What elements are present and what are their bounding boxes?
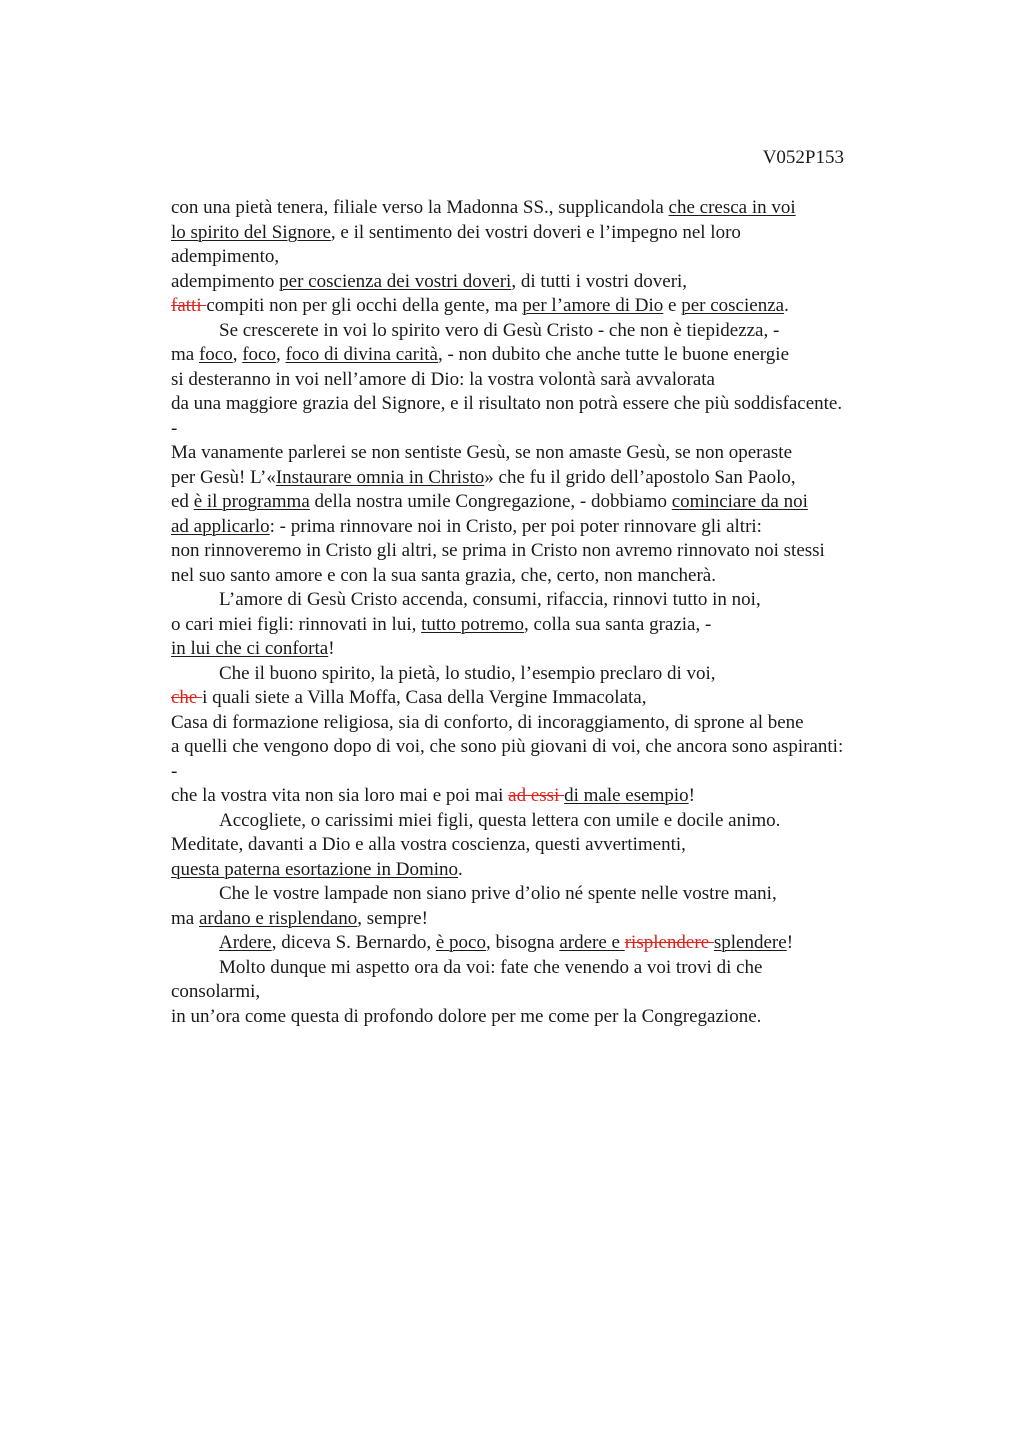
underlined-text: questa paterna esortazione in Domino xyxy=(171,858,459,880)
deleted-text: fatti xyxy=(171,295,207,316)
underlined-text: ad applicarlo xyxy=(171,515,270,537)
text-segment: adempimento xyxy=(171,270,280,292)
underlined-text: tutto potremo xyxy=(421,613,525,635)
text-line xyxy=(171,980,911,1005)
underlined-text: di male esempio xyxy=(564,785,689,806)
text-line xyxy=(171,662,911,687)
text-line xyxy=(171,711,911,736)
text-segment: per Gesù! L’« xyxy=(171,466,276,488)
text-segment: , colla sua santa grazia, - xyxy=(524,613,712,635)
text-segment: consolarmi, xyxy=(171,981,261,1002)
text-segment: adempimento, xyxy=(171,246,280,267)
text-segment: ma xyxy=(171,907,199,929)
text-line xyxy=(171,515,911,540)
underlined-text: foco xyxy=(242,344,276,365)
text-line xyxy=(171,441,911,466)
text-segment: a quelli che vengono dopo di voi, che sono più giovani di voi, che ancora sono aspiranti: xyxy=(171,736,844,757)
text-segment: con una pietà tenera, filiale verso la Madonna SS., supplicandola xyxy=(171,197,669,218)
text-segment: o cari miei figli: rinnovati in lui, xyxy=(171,613,422,635)
deleted-text: risplendere xyxy=(624,932,714,953)
text-segment: - xyxy=(171,417,178,439)
text-line xyxy=(171,1005,911,1030)
text-line xyxy=(171,809,911,834)
deleted-text: che xyxy=(171,687,203,708)
text-segment: - xyxy=(171,760,178,782)
text-segment: non rinnoveremo in Cristo gli altri, se prima in Cristo non avremo rinnovato noi stessi xyxy=(171,540,825,561)
text-line xyxy=(171,956,911,981)
text-line xyxy=(171,221,911,246)
text-segment: da una maggiore grazia del Signore, e il risultato non potrà essere che più soddisfacente. xyxy=(171,393,843,414)
text-line xyxy=(171,368,911,393)
underlined-text: in lui che ci conforta xyxy=(171,638,329,659)
text-segment: compiti non per gli occhi della gente, ma xyxy=(206,295,523,316)
underlined-text: che cresca in voi xyxy=(668,197,796,218)
underlined-text: ardere e xyxy=(559,932,625,953)
text-segment: ed xyxy=(171,491,194,512)
text-line xyxy=(171,343,911,368)
underlined-text: è il programma xyxy=(193,491,310,512)
text-segment: Che il buono spirito, la pietà, lo studio, l’esempio preclaro di voi, xyxy=(219,662,716,684)
underlined-text: Ardere xyxy=(219,932,272,953)
text-line xyxy=(171,588,911,613)
text-segment: , diceva S. Bernardo, xyxy=(271,932,436,953)
underlined-text: Instaurare omnia in Christo xyxy=(275,466,485,488)
text-segment: Meditate, davanti a Dio e alla vostra coscienza, questi avvertimenti, xyxy=(171,834,686,855)
text-segment: si desteranno in voi nell’amore di Dio: la vostra volontà sarà avvalorata xyxy=(171,368,715,390)
text-line xyxy=(171,564,911,589)
text-segment: in un’ora come questa di profondo dolore per me come per la Congregazione. xyxy=(171,1005,762,1027)
text-line xyxy=(171,319,911,344)
underlined-text: per coscienza xyxy=(681,295,785,316)
underlined-text: per l’amore di Dio xyxy=(522,295,664,316)
text-line xyxy=(171,613,911,638)
text-segment: Casa di formazione religiosa, sia di conforto, di incoraggiamento, di sprone al bene xyxy=(171,711,804,733)
text-line xyxy=(171,686,911,711)
underlined-text: per coscienza dei vostri doveri xyxy=(279,270,512,292)
text-segment: e xyxy=(663,295,682,316)
text-line xyxy=(171,245,911,270)
text-segment: ! xyxy=(786,932,794,953)
text-segment: ma xyxy=(171,344,199,365)
text-segment: » che fu il grido dell’apostolo San Paolo, xyxy=(484,466,796,488)
text-segment: i quali siete a Villa Moffa, Casa della Vergine Immacolata, xyxy=(202,687,647,708)
text-line xyxy=(171,270,911,295)
text-line xyxy=(171,833,911,858)
underlined-text: ardano e risplendano xyxy=(198,907,358,929)
text-segment: ! xyxy=(688,785,695,806)
text-segment: , di tutti i vostri doveri, xyxy=(511,270,688,292)
text-line xyxy=(171,931,911,956)
text-line xyxy=(171,466,911,491)
text-segment: Accogliete, o carissimi miei figli, questa lettera con umile e docile animo. xyxy=(219,809,781,831)
underlined-text: foco xyxy=(198,344,233,365)
text-line xyxy=(171,784,911,809)
deleted-text: ad essi xyxy=(508,785,565,806)
page-identifier: V052P153 xyxy=(762,147,844,168)
underlined-text: splendere xyxy=(713,932,787,953)
text-line xyxy=(171,637,911,662)
text-line xyxy=(171,735,911,760)
text-segment: Se crescerete in voi lo spirito vero di Gesù Cristo - che non è tiepidezza, - xyxy=(219,319,780,341)
text-line xyxy=(171,760,911,785)
text-line xyxy=(171,417,911,442)
text-segment: che la vostra vita non sia loro mai e poi mai xyxy=(171,785,509,806)
underlined-text: lo spirito del Signore xyxy=(171,221,331,243)
underlined-text: cominciare da noi xyxy=(671,491,808,512)
text-line xyxy=(171,490,911,515)
text-line xyxy=(171,392,911,417)
text-segment: L’amore di Gesù Cristo accenda, consumi, rifaccia, rinnovi tutto in noi, xyxy=(219,589,761,610)
underlined-text: è poco xyxy=(435,932,486,953)
text-line xyxy=(171,196,911,221)
text-segment: nel suo santo amore e con la sua santa grazia, che, certo, non mancherà. xyxy=(171,564,716,586)
text-segment: . xyxy=(784,295,789,316)
text-segment: , - non dubito che anche tutte le buone energie xyxy=(437,344,789,365)
letter-body xyxy=(171,196,911,1029)
text-segment: ! xyxy=(328,638,335,659)
text-line xyxy=(171,539,911,564)
text-segment: Ma vanamente parlerei se non sentiste Gesù, se non amaste Gesù, se non operaste xyxy=(171,442,792,463)
text-segment: , sempre! xyxy=(357,907,428,929)
text-segment: , e il sentimento dei vostri doveri e l’impegno nel loro xyxy=(330,221,741,243)
text-segment: Che le vostre lampade non siano prive d’olio né spente nelle vostre mani, xyxy=(219,883,777,904)
text-segment: , bisogna xyxy=(485,932,560,953)
text-segment: , xyxy=(276,344,286,365)
text-segment: Molto dunque mi aspetto ora da voi: fate che venendo a voi trovi di che xyxy=(219,956,763,978)
text-segment: . xyxy=(458,858,463,880)
text-line xyxy=(171,294,911,319)
text-line xyxy=(171,858,911,883)
underlined-text: foco di divina carità xyxy=(285,344,438,365)
text-segment: , xyxy=(232,344,243,365)
text-line xyxy=(171,882,911,907)
text-segment: : - prima rinnovare noi in Cristo, per poi poter rinnovare gli altri: xyxy=(269,515,762,537)
text-segment: della nostra umile Congregazione, - dobbiamo xyxy=(309,491,672,512)
text-line xyxy=(171,907,911,932)
